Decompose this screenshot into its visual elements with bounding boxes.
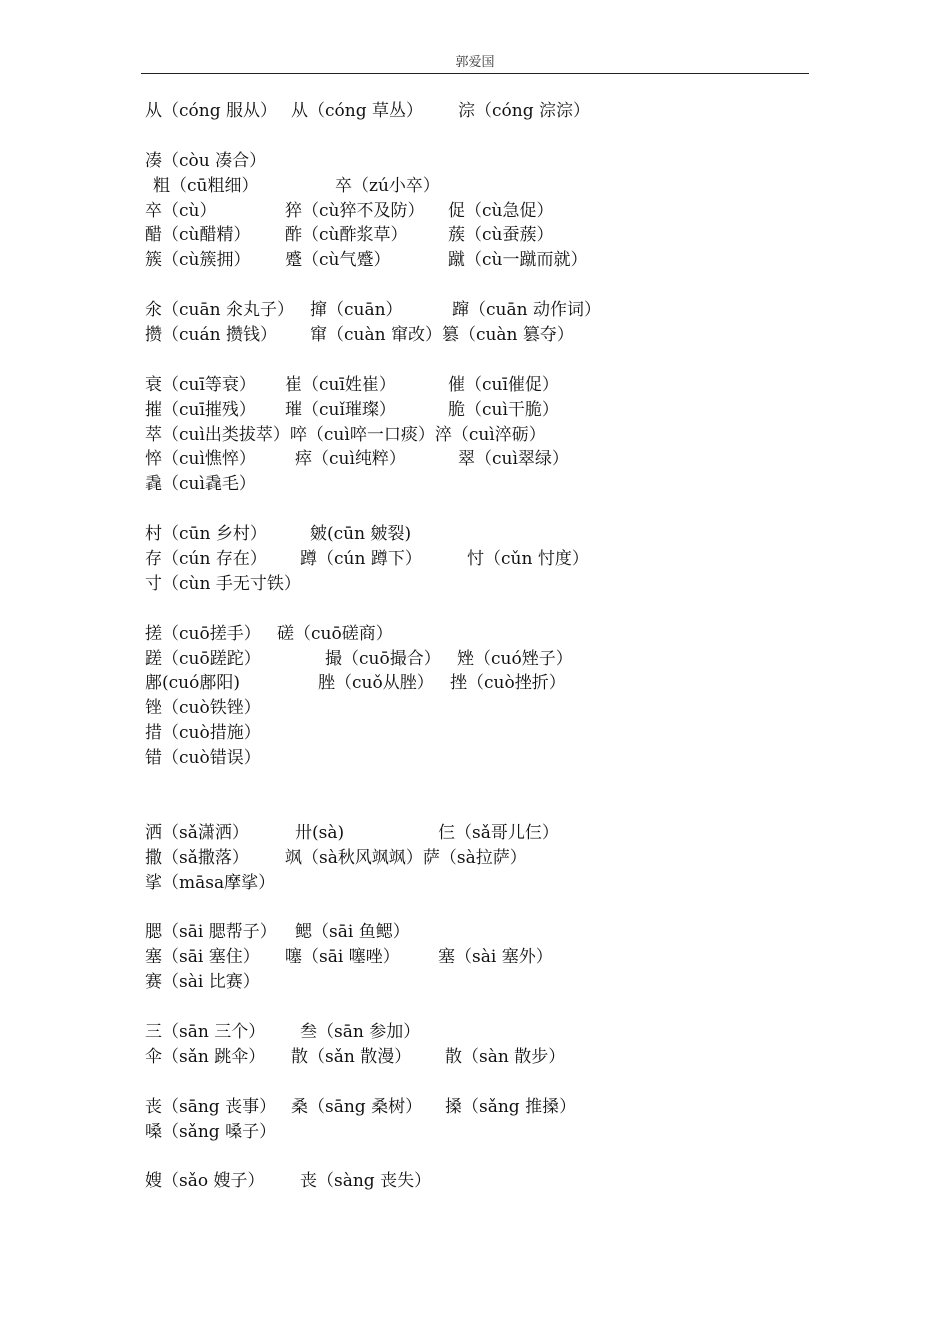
entry-line xyxy=(145,149,825,174)
pinyin-entry: 嫂（sǎo 嫂子） xyxy=(145,1171,265,1192)
group-spacer xyxy=(145,597,825,622)
pinyin-entry: 搓（cuō搓手） xyxy=(145,623,261,644)
pinyin-entry: 嗓（sǎng 嗓子） xyxy=(145,1121,277,1142)
pinyin-entry: 从（cóng 服从） xyxy=(145,101,277,121)
entry-line xyxy=(145,572,825,597)
pinyin-entry: 鳃（sāi 鱼鳃） xyxy=(295,922,410,943)
entry-line xyxy=(145,447,825,472)
pinyin-entry: 摧（cuī摧残） xyxy=(145,399,256,420)
entry-group xyxy=(145,522,825,597)
entry-line xyxy=(145,970,825,995)
entry-line xyxy=(145,547,825,572)
pinyin-entry: 脞（cuǒ从脞） xyxy=(318,673,434,694)
pinyin-entry: 丧（sāng 丧事） xyxy=(145,1096,277,1117)
pinyin-entry: 窜（cuàn 窜改）篡（cuàn 篡夺） xyxy=(310,325,574,346)
entry-line xyxy=(145,199,825,224)
pinyin-entry: 悴（cuì憔悴） xyxy=(145,449,256,470)
pinyin-entry: 催（cuī催促） xyxy=(448,374,559,395)
entry-line xyxy=(145,1095,825,1120)
pinyin-entry: 丧（sàng 丧失） xyxy=(300,1171,432,1192)
group-spacer xyxy=(145,273,825,298)
entry-group xyxy=(145,298,825,348)
entry-line xyxy=(145,472,825,497)
pinyin-entry: 赛（sài 比赛） xyxy=(145,972,260,993)
group-spacer xyxy=(145,1070,825,1095)
pinyin-entry: 忖（cǔn 忖度） xyxy=(467,549,589,570)
pinyin-entry: 磋（cuō磋商） xyxy=(277,623,393,644)
pinyin-entry: 蹿（cuān 动作词） xyxy=(452,300,601,321)
pinyin-entry: 飒（sà秋风飒飒）萨（sà拉萨） xyxy=(285,847,527,868)
pinyin-entry: 撮（cuō撮合） xyxy=(325,648,441,669)
entry-group xyxy=(145,149,825,273)
group-spacer xyxy=(145,348,825,373)
entry-group xyxy=(145,1020,825,1070)
pinyin-entry: 三（sān 三个） xyxy=(145,1021,266,1042)
pinyin-entry: 伞（sǎn 跳伞） xyxy=(145,1046,266,1067)
pinyin-entry: 蹴（cù一蹴而就） xyxy=(448,250,588,271)
entry-line xyxy=(145,522,825,547)
group-spacer xyxy=(145,124,825,149)
group-spacer xyxy=(145,1144,825,1169)
entry-group xyxy=(145,1095,825,1145)
pinyin-entry: 卅(sà) xyxy=(295,822,345,843)
pinyin-entry: 氽（cuān 氽丸子） xyxy=(145,300,294,321)
pinyin-entry: 散（sàn 散步） xyxy=(445,1046,566,1067)
pinyin-entry: 衰（cuī等衰） xyxy=(145,374,256,395)
pinyin-entry: 脆（cuì干脆） xyxy=(448,399,559,420)
entry-line xyxy=(145,423,825,448)
entry-line xyxy=(145,323,825,348)
entry-line xyxy=(145,746,825,771)
pinyin-entry: 毳（cuì毳毛） xyxy=(145,474,256,495)
page-header: 郭爱国 xyxy=(141,56,809,74)
entry-line xyxy=(145,373,825,398)
pinyin-entry: 仨（sǎ哥儿仨） xyxy=(438,822,559,843)
pinyin-entry: 存（cún 存在） xyxy=(145,549,267,570)
pinyin-entry: 噻（sāi 噻唑） xyxy=(285,947,400,968)
pinyin-entry: 簇（cù簇拥） xyxy=(145,250,251,271)
entry-group xyxy=(145,373,825,497)
entry-line xyxy=(145,1120,825,1145)
entry-line xyxy=(145,1045,825,1070)
pinyin-entry: 撒（sǎ撒落） xyxy=(145,847,249,868)
pinyin-entry: 酢（cù酢浆草） xyxy=(285,225,408,246)
pinyin-entry: 叁（sān 参加） xyxy=(300,1021,421,1042)
pinyin-entry: 璀（cuǐ璀璨） xyxy=(285,399,396,420)
group-spacer xyxy=(145,771,825,821)
entry-line xyxy=(145,671,825,696)
pinyin-entry: 蹙（cù气蹙） xyxy=(285,250,391,271)
pinyin-entry: 翠（cuì翠绿） xyxy=(458,449,569,470)
entry-line xyxy=(145,298,825,323)
pinyin-entry: 洒（sǎ潇洒） xyxy=(145,822,249,843)
entry-line xyxy=(145,174,825,199)
entry-line xyxy=(145,846,825,871)
entry-line xyxy=(145,945,825,970)
pinyin-entry: 散（sǎn 散漫） xyxy=(291,1046,412,1067)
entry-line xyxy=(145,647,825,672)
entry-group xyxy=(145,622,825,771)
pinyin-entry: 桑（sāng 桑树） xyxy=(291,1096,423,1117)
pinyin-entry: 错（cuò错误） xyxy=(145,748,261,769)
pinyin-entry: 挲（māsa摩挲） xyxy=(145,872,276,893)
pinyin-entry: 从（cóng 草丛） xyxy=(291,101,423,121)
pinyin-entry: 村（cūn 乡村） xyxy=(145,524,267,545)
pinyin-entry: 粗（cū粗细） xyxy=(153,175,259,196)
pinyin-entry: 蹉（cuō蹉跎） xyxy=(145,648,261,669)
group-spacer xyxy=(145,497,825,522)
pinyin-entry: 措（cuò措施） xyxy=(145,723,261,744)
pinyin-entry: 矬（cuó矬子） xyxy=(457,648,573,669)
entry-line xyxy=(145,223,825,248)
pinyin-entry: 攒（cuán 攒钱） xyxy=(145,325,277,346)
entry-group xyxy=(145,99,825,124)
entry-line xyxy=(145,821,825,846)
pinyin-entry: 淙（cóng 淙淙） xyxy=(458,101,590,121)
pinyin-entry: 猝（cù猝不及防） xyxy=(285,200,425,221)
pinyin-entry: 卒（zú小卒） xyxy=(335,175,440,196)
pinyin-entry: 腮（sāi 腮帮子） xyxy=(145,922,277,943)
pinyin-entry: 搡（sǎng 推搡） xyxy=(445,1096,577,1117)
pinyin-entry: 塞（sāi 塞住） xyxy=(145,947,260,968)
entry-group xyxy=(145,821,825,896)
pinyin-entry: 塞（sài 塞外） xyxy=(438,947,553,968)
pinyin-entry: 鄌(cuó鄌阳) xyxy=(145,673,240,694)
entry-line xyxy=(145,920,825,945)
pinyin-entry: 皴(cūn 皴裂) xyxy=(310,524,412,545)
entry-line xyxy=(145,696,825,721)
pinyin-entry: 寸（cùn 手无寸铁） xyxy=(145,573,301,594)
pinyin-entry: 醋（cù醋精） xyxy=(145,225,251,246)
pinyin-entry: 凑（còu 凑合） xyxy=(145,150,267,171)
pinyin-list xyxy=(145,99,825,1194)
entry-line xyxy=(145,398,825,423)
entry-group xyxy=(145,1169,825,1194)
pinyin-entry: 瘁（cuì纯粹） xyxy=(295,449,406,470)
entry-line xyxy=(145,99,825,124)
pinyin-entry: 促（cù急促） xyxy=(448,200,554,221)
entry-line xyxy=(145,622,825,647)
pinyin-entry: 锉（cuò铁锉） xyxy=(145,698,261,719)
pinyin-entry: 崔（cuī姓崔） xyxy=(285,374,396,395)
entry-line xyxy=(145,1169,825,1194)
entry-line xyxy=(145,871,825,896)
pinyin-entry: 挫（cuò挫折） xyxy=(450,673,566,694)
group-spacer xyxy=(145,995,825,1020)
pinyin-entry: 撺（cuān） xyxy=(310,300,403,321)
entry-line xyxy=(145,721,825,746)
entry-line xyxy=(145,248,825,273)
pinyin-entry: 蹲（cún 蹲下） xyxy=(300,549,422,570)
entry-line xyxy=(145,1020,825,1045)
entry-group xyxy=(145,920,825,995)
pinyin-entry: 萃（cuì出类拔萃）啐（cuì啐一口痰）淬（cuì淬砺） xyxy=(145,424,546,445)
pinyin-entry: 卒（cù） xyxy=(145,200,217,221)
pinyin-entry: 蔟（cù蚕蔟） xyxy=(448,225,554,246)
group-spacer xyxy=(145,896,825,921)
